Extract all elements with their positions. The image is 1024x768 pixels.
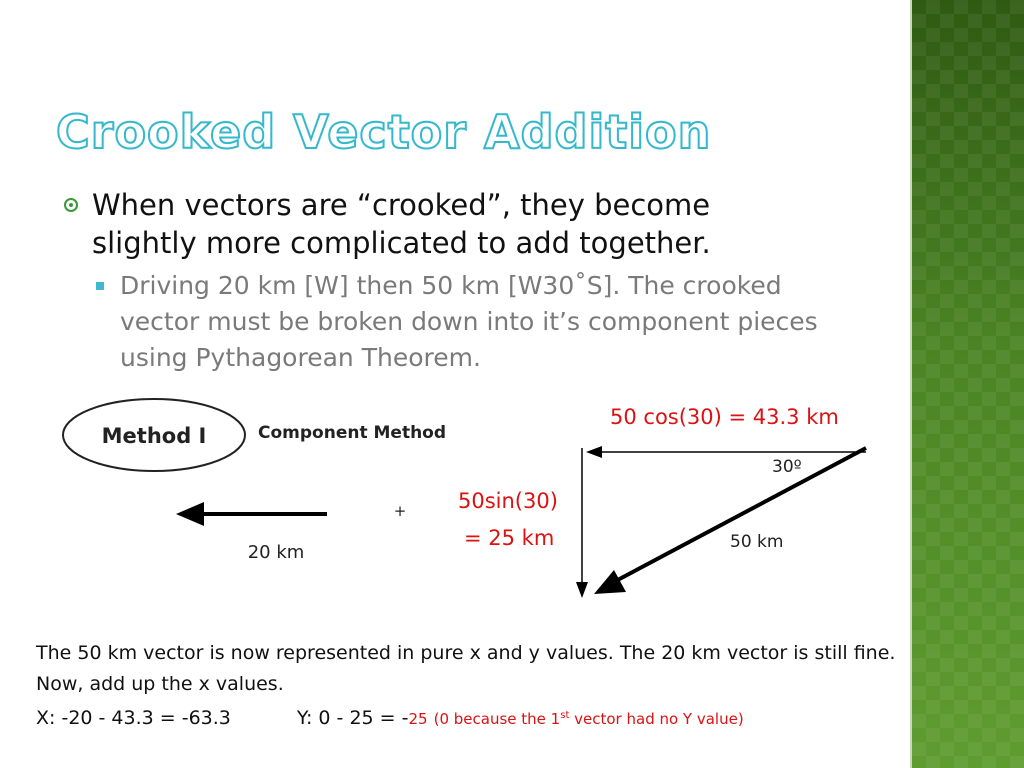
- explanation-text: [36, 638, 906, 735]
- bullet-sub: [94, 268, 820, 376]
- sin-component-label-line2: = 25 km: [464, 526, 555, 550]
- y-component-arrowhead: [576, 582, 588, 598]
- bullet-main: [62, 186, 822, 262]
- slide-title: Crooked Vector Addition: [56, 105, 712, 159]
- angle-label: 30º: [772, 457, 802, 477]
- bullet-sub-text: Driving 20 km [W] then 50 km [W30˚S]. The crooked vector must be broken down into it’s component pieces using Pythagorean Theorem.: [120, 271, 818, 372]
- y-equation-value: 25: [408, 710, 428, 728]
- y-note-post: vector had no Y value): [569, 710, 744, 728]
- circle-bullet-icon: [64, 198, 78, 212]
- sin-component-label-line1: 50sin(30): [458, 489, 558, 513]
- y-equation: Y: 0 - 25 = -: [296, 707, 409, 729]
- vector-20km-label: 20 km: [247, 542, 305, 563]
- explanation-line: The 50 km vector is now represented in pure x and y values. The 20 km vector is still fine. Now, add up the x values.: [36, 642, 896, 695]
- x-equation: X: -20 - 43.3 = -63.3: [36, 707, 231, 729]
- method-label: Method I: [101, 424, 207, 448]
- plus-sign: +: [393, 502, 407, 520]
- equations-line: [36, 700, 906, 735]
- y-note: [434, 710, 744, 728]
- hypotenuse-line: [612, 448, 866, 583]
- hypotenuse-label: 50 km: [730, 532, 784, 552]
- y-note-pre: (0 because the 1: [433, 710, 561, 728]
- method-name: Component Method: [258, 423, 447, 443]
- vector-20km-arrowhead: [176, 502, 204, 526]
- x-component-arrowhead: [586, 446, 602, 458]
- bullet-list: [62, 186, 822, 376]
- vector-diagram: [0, 390, 910, 630]
- square-bullet-icon: [96, 282, 104, 290]
- hypotenuse-arrowhead: [594, 570, 626, 594]
- side-decoration-bar: [912, 0, 1024, 768]
- bullet-main-text: When vectors are “crooked”, they become slightly more complicated to add together.: [92, 188, 711, 260]
- y-note-sup: st: [560, 710, 570, 721]
- cos-component-label: 50 cos(30) = 43.3 km: [610, 405, 839, 429]
